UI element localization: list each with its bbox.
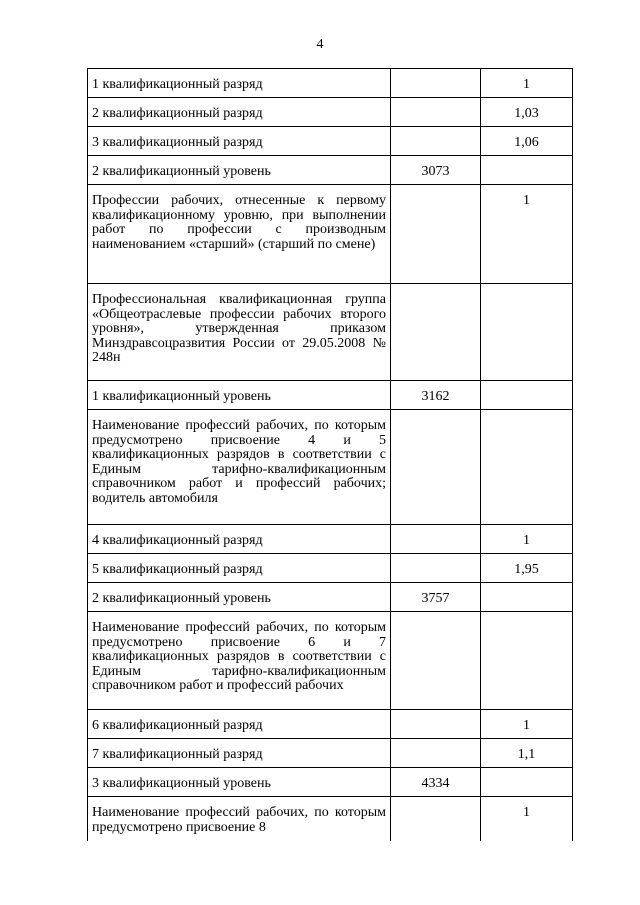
row-salary-cell [391, 127, 481, 156]
row-salary-cell [391, 554, 481, 583]
row-name-cell: Наименование профессий рабочих, по которым предусмотрено присвоение 8 [88, 797, 391, 841]
table-row [88, 69, 573, 98]
row-name-cell: 7 квалификационный разряд [88, 739, 391, 768]
row-coef-cell: 1 [481, 710, 573, 739]
row-name-cell: 2 квалификационный уровень [88, 583, 391, 612]
row-salary-cell: 3073 [391, 156, 481, 185]
row-name-cell: 1 квалификационный разряд [88, 69, 391, 98]
row-name-cell: 2 квалификационный уровень [88, 156, 391, 185]
row-salary-cell [391, 98, 481, 127]
row-name-cell: Профессиональная квалификационная группа «Общеотраслевые профессии рабочих второго уровня», утвержденная приказом Минздравсоцразвития России от 29.05.2008 № 248н [88, 284, 391, 381]
table-row [88, 797, 573, 841]
row-coef-cell [481, 381, 573, 410]
row-salary-cell [391, 525, 481, 554]
row-coef-cell [481, 284, 573, 381]
row-name-cell: Наименование профессий рабочих, по которым предусмотрено присвоение 4 и 5 квалификационных разрядов в соответствии с Единым тарифно-квалификационным справочником работ и профессий рабочих; водитель автомобиля [88, 410, 391, 525]
table-row [88, 381, 573, 410]
row-coef-cell: 1,1 [481, 739, 573, 768]
row-coef-cell: 1 [481, 525, 573, 554]
row-salary-cell [391, 185, 481, 284]
row-salary-cell [391, 710, 481, 739]
table-row [88, 612, 573, 710]
row-coef-cell: 1,06 [481, 127, 573, 156]
salary-table [87, 68, 573, 841]
table-row [88, 554, 573, 583]
table-row [88, 284, 573, 381]
row-coef-cell [481, 768, 573, 797]
row-name-cell: 3 квалификационный уровень [88, 768, 391, 797]
row-coef-cell: 1,95 [481, 554, 573, 583]
row-name-cell: 3 квалификационный разряд [88, 127, 391, 156]
row-name-cell: 5 квалификационный разряд [88, 554, 391, 583]
table-row [88, 185, 573, 284]
row-salary-cell: 3757 [391, 583, 481, 612]
table-row [88, 525, 573, 554]
row-name-cell: 6 квалификационный разряд [88, 710, 391, 739]
row-coef-cell [481, 156, 573, 185]
table-row [88, 127, 573, 156]
row-salary-cell [391, 410, 481, 525]
row-name-cell: Наименование профессий рабочих, по которым предусмотрено присвоение 6 и 7 квалификационных разрядов в соответствии с Единым тарифно-квалификационным справочником работ и профессий рабочих [88, 612, 391, 710]
row-salary-cell: 3162 [391, 381, 481, 410]
table-row [88, 583, 573, 612]
row-coef-cell: 1 [481, 797, 573, 841]
row-salary-cell: 4334 [391, 768, 481, 797]
row-salary-cell [391, 69, 481, 98]
row-coef-cell: 1 [481, 185, 573, 284]
row-name-cell: 4 квалификационный разряд [88, 525, 391, 554]
table-row [88, 410, 573, 525]
page-number: 4 [316, 37, 324, 52]
row-coef-cell: 1,03 [481, 98, 573, 127]
table-row [88, 156, 573, 185]
row-coef-cell [481, 612, 573, 710]
table-row [88, 768, 573, 797]
row-name-cell: 2 квалификационный разряд [88, 98, 391, 127]
row-salary-cell [391, 612, 481, 710]
row-salary-cell [391, 739, 481, 768]
row-coef-cell [481, 410, 573, 525]
row-salary-cell [391, 284, 481, 381]
row-salary-cell [391, 797, 481, 841]
table-row [88, 710, 573, 739]
row-name-cell: Профессии рабочих, отнесенные к первому квалификационному уровню, при выполнении работ по профессии с производным наименованием «старший» (старший по смене) [88, 185, 391, 284]
table-row [88, 739, 573, 768]
row-coef-cell: 1 [481, 69, 573, 98]
table-row [88, 98, 573, 127]
row-coef-cell [481, 583, 573, 612]
row-name-cell: 1 квалификационный уровень [88, 381, 391, 410]
